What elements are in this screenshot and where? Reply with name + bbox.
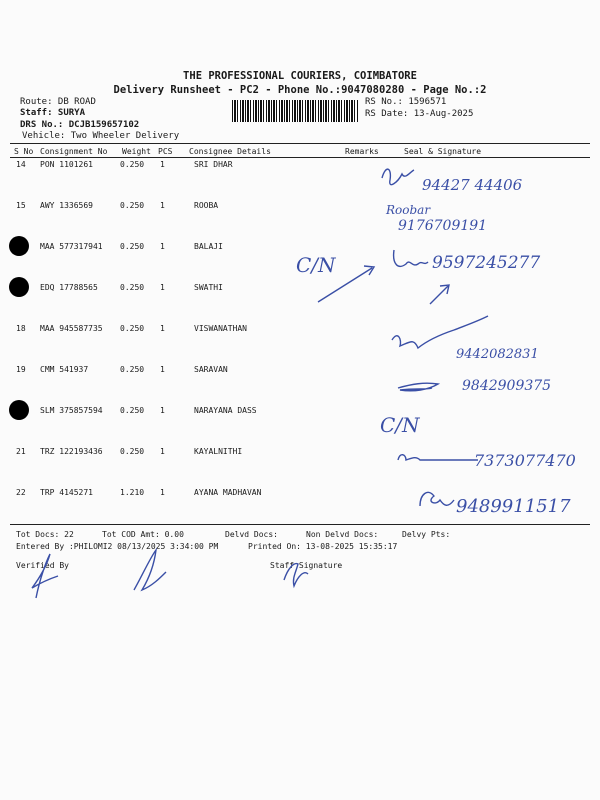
row-weight: 0.250 [120,283,145,292]
row-pcs: 1 [160,201,165,210]
handwritten-phone: 94427 44406 [422,176,523,194]
row-sno: 22 [16,488,26,497]
staff-signature-label: Staff Signature [270,561,343,570]
row-sno: 19 [16,365,26,374]
col-sno: S No [14,147,34,156]
row-pcs: 1 [160,242,165,251]
signature-scribble [394,250,428,266]
row-consignee: BALAJI [194,242,223,251]
row-sno: 14 [16,160,26,169]
col-remarks: Remarks [345,147,379,156]
signature-scribble [398,455,478,460]
staff-label: Staff: SURYA [20,108,86,118]
row-weight: 0.250 [120,365,145,374]
staff-signature-scribble [284,564,308,586]
row-consignee: AYANA MADHAVAN [194,488,262,497]
row-weight: 1.210 [120,488,145,497]
row-consignment: TRP 4145271 [40,488,93,497]
row-pcs: 1 [160,447,165,456]
handwritten-name: Roobar [386,203,431,217]
row-sno: 18 [16,324,26,333]
row-consignee: VISWANATHAN [194,324,247,333]
row-consignment: MAA 577317941 [40,242,103,251]
row-consignment: SLM 375857594 [40,406,103,415]
verified-by-label: Verified By [16,561,69,570]
row-sno: 21 [16,447,26,456]
verifier-signature [134,550,166,590]
row-consignee: SRI DHAR [194,160,233,169]
row-pcs: 1 [160,406,165,415]
row-pcs: 1 [160,324,165,333]
drs-number: DRS No.: DCJB159657102 [20,120,140,130]
entered-by: Entered By :PHILOMI2 08/13/2025 3:34:00 PM [16,542,219,551]
handwritten-phone: 9442082831 [456,347,539,362]
delivery-points: Delvy Pts: [402,530,451,539]
col-consignee: Consignee Details [189,147,271,156]
row-consignee: NARAYANA DASS [194,406,257,415]
row-sno: 15 [16,201,26,210]
circle-mark [9,236,29,256]
row-weight: 0.250 [120,242,145,251]
row-pcs: 1 [160,365,165,374]
signature-scribble [392,316,488,348]
row-pcs: 1 [160,160,165,169]
row-consignment: MAA 945587735 [40,324,103,333]
row-consignee: KAYALNITHI [194,447,243,456]
route-label: Route: DB ROAD [20,97,96,107]
row-consignee: SWATHI [194,283,223,292]
verifier-signature [32,554,58,598]
row-consignment: AWY 1336569 [40,201,93,210]
col-pcs: PCS [158,147,173,156]
printed-on: Printed On: 13-08-2025 15:35:17 [248,542,398,551]
signature-scribble [420,492,454,506]
row-consignment: CMM 541937 [40,365,89,374]
total-cod-amount: Tot COD Amt: 0.00 [102,530,184,539]
company-title: THE PROFESSIONAL COURIERS, COIMBATORE [183,70,417,82]
non-delivered-docs: Non Delvd Docs: [306,530,379,539]
signature-scribble [398,383,438,391]
handwritten-phone: 9842909375 [462,378,552,394]
row-pcs: 1 [160,488,165,497]
total-docs: Tot Docs: 22 [16,530,74,539]
row-pcs: 1 [160,283,165,292]
row-consignment: TRZ 122193436 [40,447,103,456]
signature-scribble [382,169,414,185]
delivered-docs: Delvd Docs: [225,530,278,539]
handwritten-phone: 9597245277 [432,253,541,273]
rs-date: RS Date: 13-Aug-2025 [365,109,474,119]
row-weight: 0.250 [120,201,145,210]
circle-mark [9,277,29,297]
row-weight: 0.250 [120,324,145,333]
row-consignee: SARAVAN [194,365,228,374]
row-weight: 0.250 [120,406,145,415]
runsheet-subtitle: Delivery Runsheet - PC2 - Phone No.:9047080280 - Page No.:2 [113,84,487,96]
col-consignment: Consignment No [40,147,108,156]
handwritten-cin: C/N [380,413,420,437]
circle-mark [9,400,29,420]
handwritten-cin: C/N [296,253,336,277]
col-seal-signature: Seal & Signature [404,147,482,156]
row-weight: 0.250 [120,447,145,456]
vehicle-label: Vehicle: Two Wheeler Delivery [22,131,180,141]
row-consignment: PON 1101261 [40,160,93,169]
handwritten-phone: 9489911517 [456,496,571,517]
rs-number: RS No.: 1596571 [365,97,447,107]
col-weight: Weight [122,147,151,156]
handwritten-phone: 7373077470 [474,451,576,470]
row-consignment: EDQ 17788565 [40,283,98,292]
handwritten-phone: 9176709191 [398,218,488,234]
row-weight: 0.250 [120,160,145,169]
row-consignee: ROOBA [194,201,219,210]
arrow-mark [430,285,449,304]
